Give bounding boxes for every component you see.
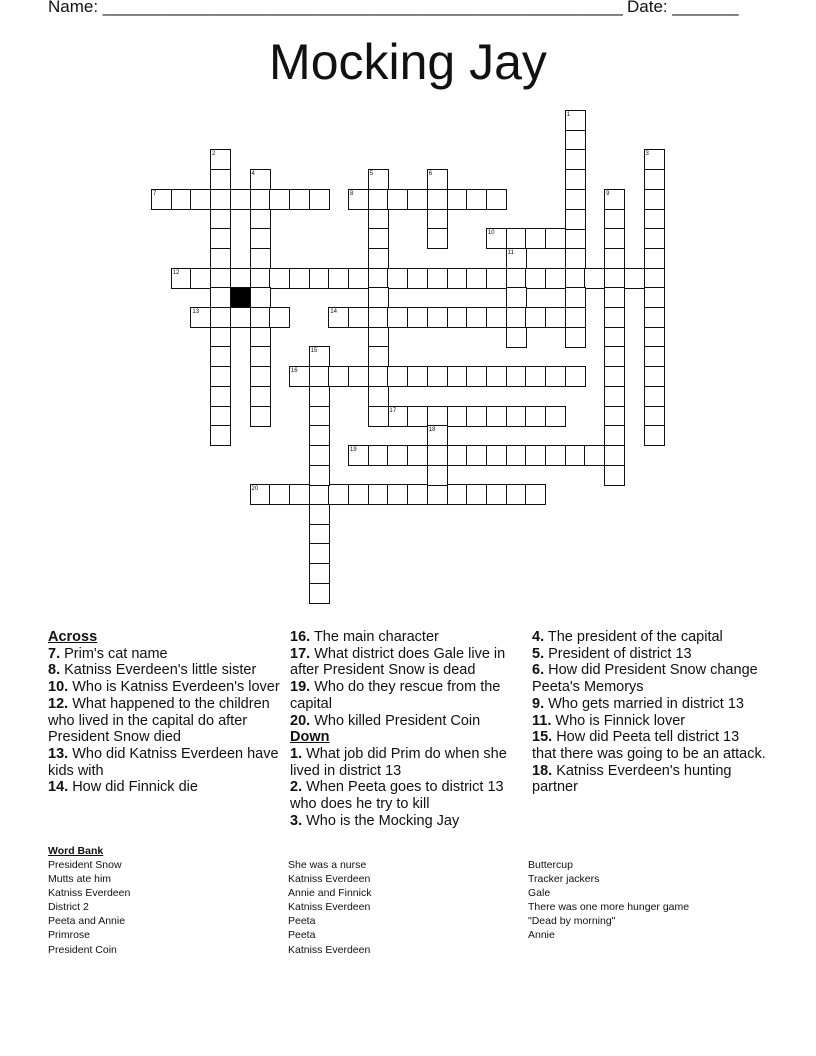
crossword-cell[interactable] [250, 307, 271, 328]
crossword-cell[interactable] [309, 504, 330, 525]
clue-number: 14 [330, 309, 337, 315]
crossword-cell[interactable] [250, 268, 271, 289]
crossword-cell[interactable] [525, 445, 546, 466]
crossword-cell[interactable] [584, 268, 605, 289]
word-bank-entry: Tracker jackers [528, 873, 600, 886]
crossword-cell[interactable] [348, 366, 369, 387]
crossword-cell[interactable] [427, 189, 448, 210]
clue-number: 8 [350, 190, 354, 197]
crossword-cell[interactable] [525, 307, 546, 328]
crossword-cell[interactable] [368, 386, 389, 407]
crossword-cell[interactable] [230, 189, 251, 210]
crossword-cell[interactable] [368, 209, 389, 230]
crossword-cell[interactable] [289, 189, 310, 210]
word-bank-entry: District 2 [48, 901, 89, 914]
crossword-cell[interactable] [644, 406, 665, 427]
crossword-cell[interactable] [309, 268, 330, 289]
crossword-cell[interactable] [368, 445, 389, 466]
crossword-cell[interactable] [486, 189, 507, 210]
down-clue [532, 646, 767, 663]
page-title: Mocking Jay [269, 34, 547, 90]
across-clue [48, 746, 283, 779]
crossword-cell[interactable] [644, 366, 665, 387]
crossword-cell[interactable] [525, 406, 546, 427]
black-cell [230, 287, 251, 308]
across-clue [48, 646, 283, 663]
crossword-cell[interactable] [486, 307, 507, 328]
crossword-cell[interactable] [506, 268, 527, 289]
word-bank-entry: Primrose [48, 929, 91, 942]
crossword-cell[interactable] [309, 386, 330, 407]
crossword-cell[interactable] [565, 130, 586, 151]
clue-text: The main character [310, 629, 439, 645]
crossword-cell[interactable] [210, 169, 231, 190]
word-bank-entry: President Coin [48, 943, 117, 956]
crossword-cell[interactable] [348, 268, 369, 289]
down-heading: Down [290, 729, 330, 746]
crossword-cell[interactable] [210, 287, 231, 308]
crossword-cell[interactable] [604, 425, 625, 446]
crossword-cell[interactable] [604, 386, 625, 407]
crossword-cell[interactable] [466, 366, 487, 387]
crossword-cell[interactable] [486, 445, 507, 466]
clue-number: 18 [428, 427, 436, 434]
crossword-cell[interactable] [565, 287, 586, 308]
clue-number: 1 [566, 112, 571, 118]
crossword-cell[interactable] [565, 169, 586, 190]
crossword-cell[interactable] [387, 189, 408, 210]
clue-text: Who did Katniss Everdeen have kids with [48, 745, 279, 779]
crossword-cell[interactable] [387, 307, 408, 328]
crossword-cell[interactable] [250, 386, 271, 407]
crossword-cell[interactable] [604, 268, 625, 289]
crossword-cell[interactable] [250, 406, 271, 427]
crossword-cell[interactable] [545, 307, 566, 328]
crossword-cell[interactable] [427, 228, 448, 249]
clue-number: 10 [487, 230, 495, 237]
clue-text: Katniss Everdeen's hunting partner [532, 762, 732, 796]
crossword-cell[interactable] [584, 445, 605, 466]
crossword-cell[interactable] [250, 366, 271, 387]
crossword-cell[interactable] [427, 445, 448, 466]
word-bank-entry: She was a nurse [288, 859, 367, 871]
down-clue [532, 713, 767, 730]
crossword-cell[interactable] [210, 327, 231, 348]
crossword-cell[interactable] [368, 327, 389, 348]
crossword-cell[interactable] [644, 287, 665, 308]
crossword-cell[interactable] [368, 406, 389, 427]
clue-number: 4 [251, 171, 255, 178]
clue-text: Who gets married in district 13 [544, 695, 744, 712]
crossword-cell[interactable] [368, 248, 389, 269]
crossword-cell[interactable] [328, 366, 349, 387]
crossword-cell[interactable] [289, 484, 310, 505]
crossword-cell[interactable] [407, 268, 428, 289]
crossword-cell[interactable] [565, 149, 586, 170]
crossword-cell[interactable] [644, 268, 665, 289]
crossword-cell[interactable] [250, 287, 271, 308]
crossword-cell[interactable] [190, 268, 211, 289]
crossword-cell[interactable] [250, 228, 271, 249]
crossword-cell[interactable] [387, 366, 408, 387]
across-heading: Across [48, 629, 98, 645]
clue-number: 2 [212, 151, 216, 158]
crossword-cell[interactable] [210, 366, 231, 387]
crossword-cell[interactable] [269, 268, 290, 289]
clue-number: 13 [192, 309, 200, 315]
clue-text: Who killed President Coin [310, 712, 481, 729]
clue-number-label: 13. [48, 745, 69, 762]
crossword-cell[interactable] [604, 406, 625, 427]
crossword-cell[interactable] [368, 189, 389, 210]
crossword-cell[interactable] [368, 484, 389, 505]
crossword-cell[interactable] [525, 268, 546, 289]
crossword-cell[interactable] [604, 327, 625, 348]
crossword-cell[interactable] [644, 327, 665, 348]
word-bank-entry: Katniss Everdeen [288, 943, 371, 956]
crossword-cell[interactable] [309, 366, 330, 387]
word-bank-entry: Annie [528, 929, 555, 942]
word-bank-entry: Gale [528, 887, 551, 900]
crossword-cell[interactable] [230, 307, 251, 328]
word-bank-entry: Peeta [288, 915, 316, 928]
crossword-cell[interactable] [250, 209, 271, 230]
crossword-cell[interactable] [407, 307, 428, 328]
clue-number-label: 14. [48, 779, 69, 796]
word-bank-entry: "Dead by morning" [528, 915, 616, 928]
crossword-cell[interactable] [407, 189, 428, 210]
crossword-cell[interactable] [210, 386, 231, 407]
crossword-cell[interactable] [210, 209, 231, 230]
date-field-label[interactable]: Date: _______ [627, 0, 739, 16]
crossword-cell[interactable] [644, 209, 665, 230]
crossword-cell[interactable] [545, 268, 566, 289]
down-clue [532, 763, 767, 796]
crossword-cell[interactable] [644, 248, 665, 269]
clue-text: When Peeta goes to district 13 who does he try to kill [290, 779, 504, 813]
crossword-cell[interactable] [644, 228, 665, 249]
crossword-cell[interactable] [604, 445, 625, 466]
crossword-cell[interactable] [309, 406, 330, 427]
crossword-cell[interactable] [466, 307, 487, 328]
down-clue [290, 813, 525, 830]
clue-number-label: 11. [532, 712, 552, 729]
down-clue [532, 696, 767, 713]
across-clue [48, 696, 283, 746]
crossword-cell[interactable] [565, 307, 586, 328]
clue-number-label: 8. [48, 662, 61, 679]
clue-number-label: 15. [532, 729, 553, 746]
crossword-cell[interactable] [407, 484, 428, 505]
clue-text: Who is Finnick lover [551, 712, 686, 729]
crossword-cell[interactable] [604, 228, 625, 249]
crossword-cell[interactable] [427, 307, 448, 328]
crossword-cell[interactable] [328, 484, 349, 505]
crossword-cell[interactable] [486, 484, 507, 505]
down-clue [532, 729, 767, 762]
crossword-cell[interactable] [427, 406, 448, 427]
crossword-cell[interactable] [604, 307, 625, 328]
clue-number: 12 [172, 269, 180, 276]
crossword-cell[interactable] [466, 189, 487, 210]
word-bank-entry: Buttercup [528, 859, 573, 871]
crossword-cell[interactable] [565, 445, 586, 466]
crossword-cell[interactable] [624, 268, 645, 289]
clue-number-label: 19. [290, 679, 311, 696]
word-bank-heading: Word Bank [48, 845, 104, 857]
crossword-cell[interactable] [309, 189, 330, 210]
crossword-cell[interactable] [309, 524, 330, 545]
clue-text: What happened to the children who lived in the capital do after President Snow died [48, 695, 270, 746]
down-clue [290, 779, 525, 812]
clue-number-label: 3. [290, 812, 303, 829]
crossword-cell[interactable] [309, 583, 330, 604]
crossword-cell[interactable] [210, 248, 231, 269]
clue-number: 16 [290, 368, 298, 375]
word-bank-column-2 [288, 858, 371, 957]
clue-number: 20 [251, 486, 259, 493]
across-clue [48, 662, 283, 679]
name-field-label[interactable]: Name: _______________________________________________________ [48, 0, 623, 16]
clue-number: 7 [153, 190, 157, 197]
crossword-cell[interactable] [506, 287, 527, 308]
clue-number-label: 6. [532, 662, 545, 679]
clue-text: Katniss Everdeen's little sister [60, 662, 257, 679]
crossword-cell[interactable] [506, 307, 527, 328]
crossword-cell[interactable] [565, 327, 586, 348]
clue-text: How did Finnick die [68, 779, 198, 796]
crossword-cell[interactable] [348, 484, 369, 505]
crossword-cell[interactable] [545, 366, 566, 387]
crossword-cell[interactable] [486, 406, 507, 427]
crossword-cell[interactable] [506, 484, 527, 505]
crossword-cell[interactable] [368, 366, 389, 387]
crossword-cell[interactable] [210, 425, 231, 446]
clue-text: The president of the capital [544, 629, 723, 645]
clues-column-3 [532, 629, 767, 796]
across-clue [290, 713, 525, 730]
crossword-cell[interactable] [565, 189, 586, 210]
crossword-cell[interactable] [368, 268, 389, 289]
crossword-cell[interactable] [210, 406, 231, 427]
crossword-cell[interactable] [368, 307, 389, 328]
crossword-cell[interactable] [525, 366, 546, 387]
crossword-cell[interactable] [387, 268, 408, 289]
clue-number: 3 [645, 151, 649, 158]
crossword-cell[interactable] [565, 228, 586, 249]
crossword-cell[interactable] [565, 268, 586, 289]
crossword-cell[interactable] [506, 445, 527, 466]
crossword-cell[interactable] [427, 268, 448, 289]
crossword-cell[interactable] [604, 209, 625, 230]
word-bank-entry: Peeta [288, 929, 316, 942]
clue-number: 17 [389, 407, 397, 414]
crossword-cell[interactable] [210, 228, 231, 249]
clue-number: 15 [310, 348, 318, 355]
crossword-cell[interactable] [466, 484, 487, 505]
crossword-cell[interactable] [486, 366, 507, 387]
clue-number: 9 [606, 190, 610, 197]
crossword-cell[interactable] [447, 366, 468, 387]
crossword-cell[interactable] [506, 228, 527, 249]
crossword-cell[interactable] [250, 346, 271, 367]
crossword-cell[interactable] [525, 484, 546, 505]
clue-number-label: 20. [290, 712, 311, 729]
crossword-cell[interactable] [604, 248, 625, 269]
clue-text: What job did Prim do when she lived in district 13 [290, 745, 507, 779]
clue-text: Who do they rescue from the capital [290, 679, 501, 712]
crossword-cell[interactable] [447, 268, 468, 289]
clue-number-label: 10. [48, 679, 69, 696]
crossword-cell[interactable] [525, 228, 546, 249]
clues-column-1 [48, 629, 283, 796]
crossword-cell[interactable] [387, 484, 408, 505]
clue-text: What district does Gale live in after President Snow is dead [290, 645, 506, 679]
crossword-cell[interactable] [545, 228, 566, 249]
across-clue [48, 679, 283, 696]
across-clue [290, 646, 525, 679]
crossword-cell[interactable] [427, 366, 448, 387]
crossword-cell[interactable] [644, 189, 665, 210]
crossword-cell[interactable] [565, 248, 586, 269]
crossword-cell[interactable] [368, 228, 389, 249]
crossword-cell[interactable] [644, 425, 665, 446]
crossword-cell[interactable] [309, 465, 330, 486]
word-bank-column-1 [48, 858, 130, 957]
crossword-cell[interactable] [269, 484, 290, 505]
crossword-cell[interactable] [407, 406, 428, 427]
clue-number-label: 9. [532, 695, 545, 712]
crossword-cell[interactable] [309, 543, 330, 564]
crossword-cell[interactable] [348, 307, 369, 328]
clue-text: President of district 13 [544, 645, 692, 662]
crossword-cell[interactable] [309, 425, 330, 446]
crossword-cell[interactable] [447, 445, 468, 466]
crossword-cell[interactable] [230, 268, 251, 289]
crossword-cell[interactable] [565, 366, 586, 387]
word-bank-entry: Mutts ate him [48, 873, 112, 886]
crossword-cell[interactable] [506, 366, 527, 387]
down-clue [532, 629, 767, 646]
word-bank-entry: President Snow [48, 859, 122, 871]
crossword-cell[interactable] [466, 268, 487, 289]
crossword-cell[interactable] [427, 484, 448, 505]
word-bank-entry: Peeta and Annie [48, 915, 126, 928]
crossword-cell[interactable] [190, 189, 211, 210]
crossword-cell[interactable] [309, 563, 330, 584]
crossword-cell[interactable] [210, 268, 231, 289]
crossword-cell[interactable] [486, 268, 507, 289]
clue-number: 19 [350, 446, 357, 453]
crossword-cell[interactable] [447, 406, 468, 427]
across-clue [290, 629, 525, 646]
crossword-cell[interactable] [250, 189, 271, 210]
clue-number-label: 7. [48, 645, 61, 662]
crossword-cell[interactable] [269, 189, 290, 210]
clue-number-label: 4. [532, 629, 545, 645]
clue-number: 5 [369, 171, 374, 178]
crossword-cell[interactable] [250, 327, 271, 348]
crossword-cell[interactable] [309, 484, 330, 505]
crossword-cell[interactable] [387, 445, 408, 466]
crossword-cell[interactable] [407, 445, 428, 466]
down-clue [290, 746, 525, 779]
clue-text: How did Peeta tell district 13 that there was going to be an attack. [532, 729, 766, 762]
crossword-cell[interactable] [644, 169, 665, 190]
clue-text: Who is Katniss Everdeen's lover [68, 679, 280, 696]
crossword-cell[interactable] [644, 386, 665, 407]
clue-number-label: 17. [290, 645, 311, 662]
word-bank-entry: There was one more hunger game [528, 901, 690, 914]
word-bank-entry: Katniss Everdeen [288, 901, 371, 914]
clue-number-label: 16. [290, 629, 311, 645]
clue-number-label: 5. [532, 645, 545, 662]
crossword-cell[interactable] [309, 445, 330, 466]
crossword-cell[interactable] [210, 346, 231, 367]
crossword-cell[interactable] [604, 346, 625, 367]
crossword-cell[interactable] [565, 209, 586, 230]
crossword-cell[interactable] [506, 406, 527, 427]
crossword-cell[interactable] [604, 465, 625, 486]
crossword-cell[interactable] [604, 366, 625, 387]
across-clue [290, 679, 525, 712]
word-bank-entry: Katniss Everdeen [288, 873, 371, 886]
clue-number-label: 2. [290, 779, 303, 796]
crossword-cell[interactable] [368, 346, 389, 367]
down-clue [532, 662, 767, 695]
crossword-cell[interactable] [466, 445, 487, 466]
crossword-cell[interactable] [328, 268, 349, 289]
clue-text: Prim's cat name [60, 645, 168, 662]
crossword-cell[interactable] [210, 189, 231, 210]
clue-number-label: 12. [48, 695, 69, 712]
crossword-cell[interactable] [545, 406, 566, 427]
crossword-cell[interactable] [604, 287, 625, 308]
crossword-cell[interactable] [466, 406, 487, 427]
crossword-cell[interactable] [447, 484, 468, 505]
crossword-cell[interactable] [171, 189, 192, 210]
clues-column-2 [290, 629, 525, 829]
crossword-cell[interactable] [250, 248, 271, 269]
clue-number: 6 [428, 171, 433, 178]
crossword-cell[interactable] [269, 307, 290, 328]
word-bank-column-3 [528, 858, 689, 943]
crossword-cell[interactable] [368, 287, 389, 308]
clue-text: How did President Snow change Peeta's Memorys [532, 662, 758, 696]
crossword-cell[interactable] [427, 465, 448, 486]
word-bank-entry: Katniss Everdeen [48, 887, 131, 900]
clue-number-label: 18. [532, 762, 553, 779]
across-clue [48, 779, 283, 796]
crossword-cell[interactable] [407, 366, 428, 387]
crossword-cell[interactable] [447, 189, 468, 210]
crossword-cell[interactable] [289, 268, 310, 289]
clue-text: Who is the Mocking Jay [302, 812, 460, 829]
crossword-cell[interactable] [427, 209, 448, 230]
crossword-cell[interactable] [506, 327, 527, 348]
clue-number-label: 1. [290, 745, 303, 762]
crossword-cell[interactable] [210, 307, 231, 328]
crossword-cell[interactable] [644, 346, 665, 367]
clue-number: 11 [507, 249, 514, 256]
crossword-cell[interactable] [644, 307, 665, 328]
crossword-cell[interactable] [545, 445, 566, 466]
crossword-cell[interactable] [447, 307, 468, 328]
word-bank-entry: Annie and Finnick [288, 887, 372, 900]
